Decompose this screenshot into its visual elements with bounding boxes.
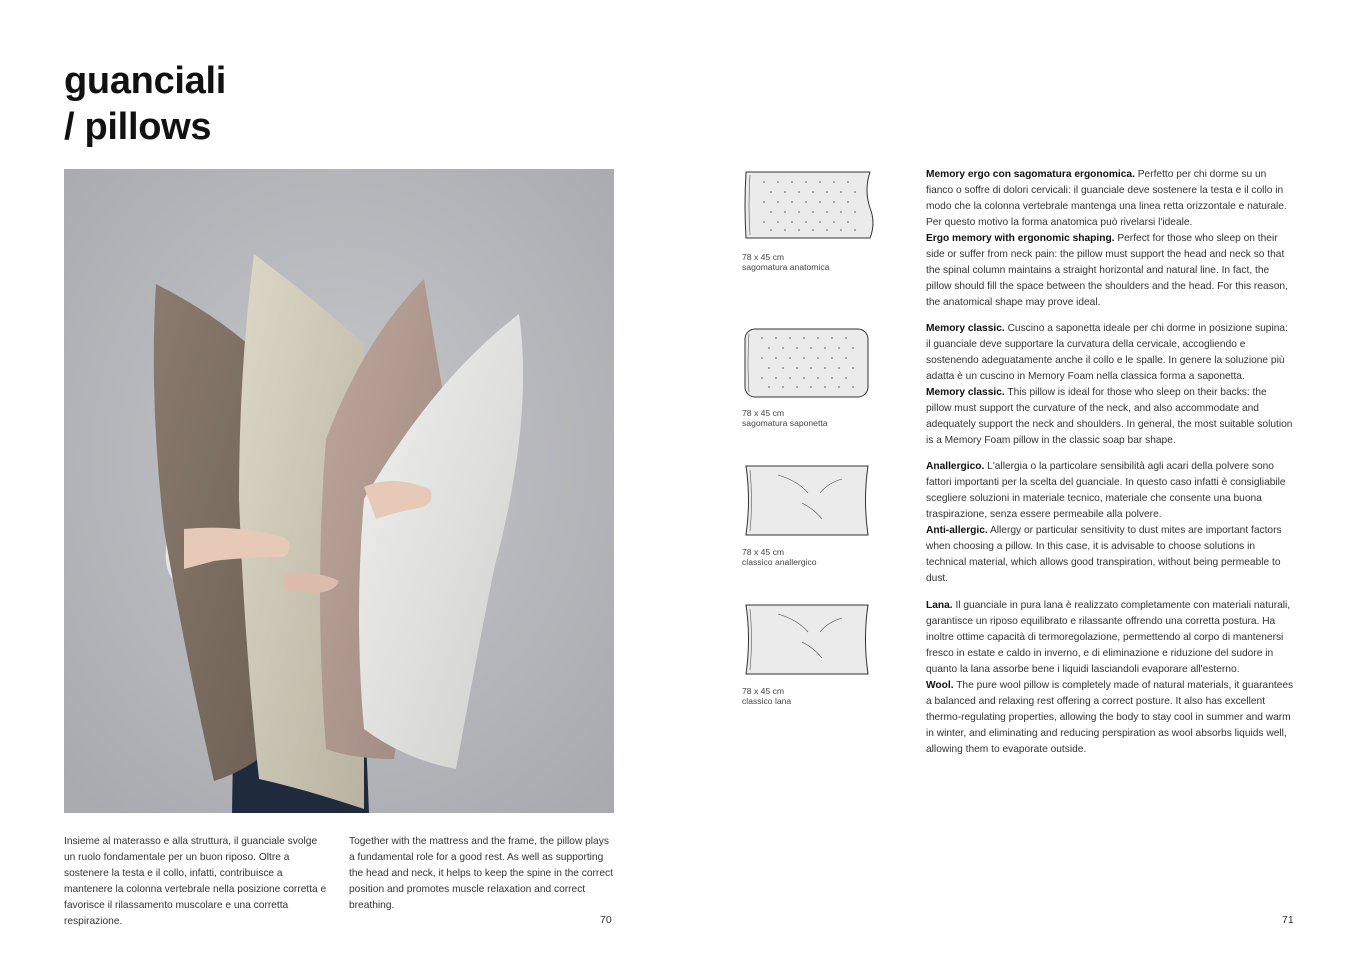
pillow-saponetta-shape: [742, 326, 876, 400]
pillow-lana-type: classico lana: [742, 696, 792, 706]
page-number-right: 71: [1282, 914, 1294, 926]
pillow-diagram-anatomica: [742, 168, 876, 272]
desc-anallergico-it-title: Anallergico.: [926, 461, 985, 472]
desc-memory-classic-it: [926, 321, 1294, 385]
intro-italian: Insieme al materasso e alla struttura, il guanciale svolge un ruolo fondamentale per un buon riposo. Oltre a sostenere la testa e il collo, infatti, contribuisce a mantenere la colonna vertebrale nella posizione corretta e favorisce il rilassamento muscolare e una corretta respirazione.: [64, 836, 327, 927]
pillows-photo: [64, 169, 614, 813]
desc-memory-ergo-en-text: Perfect for those who sleep on their side or suffer from neck pain: the pillow must support the head and neck so that the spinal column maintains a straight horizontal and natural line. In fact, the pillow should fill the space between the shoulders and the head. For this reason, the anatomical shape may prove ideal.: [926, 233, 1288, 308]
pillow-anallergico-caption: [742, 547, 876, 567]
pillow-saponetta-caption: [742, 408, 876, 428]
pillow-diagram-anallergico: [742, 463, 876, 567]
intro-english: Together with the mattress and the frame, the pillow plays a fundamental role for a good rest. As well as supporting the head and neck, it helps to keep the spine in the correct position and promotes muscle relaxation and correct breathing.: [349, 836, 613, 911]
pillow-anallergico-size: 78 x 45 cm: [742, 547, 785, 557]
desc-lana-en-text: The pure wool pillow is completely made of natural materials, it guarantees a balanced and relaxing rest offering a correct posture. It also has excellent thermo-regulating properties, allowing the body to stay cool in summer and warm in winter, and eliminating and reducing perspiration as wool absorbs liquids well, allowing them to evaporate outside.: [926, 680, 1294, 755]
desc-memory-classic-en-title: Memory classic.: [926, 387, 1005, 398]
pillow-diagram-saponetta: [742, 326, 876, 428]
pillow-lana-shape: [742, 602, 876, 678]
pillow-diagram-lana: [742, 602, 876, 706]
desc-anallergico-en-title: Anti-allergic.: [926, 525, 988, 536]
desc-lana-it: [926, 598, 1294, 678]
desc-memory-ergo-it-title: Memory ergo con sagomatura ergonomica.: [926, 169, 1135, 180]
desc-memory-classic-en-text: This pillow is ideal for those who sleep on their backs: the pillow must support the curvature of the neck, and also accommodate and adequately support the neck and shoulders. In general, the most suitable solution is a Memory Foam pillow in the classic soap bar shape.: [926, 387, 1293, 446]
desc-memory-classic-it-title: Memory classic.: [926, 323, 1005, 334]
desc-anallergico-it-text: L'allergia o la particolare sensibilità agli acari della polvere sono fattori importanti per la scelta del guanciale. In questo caso infatti è consigliabile scegliere soluzioni in materiale tecnico, materiale che consente una buona traspirazione, senza essere permeabile alla polvere.: [926, 461, 1286, 520]
pillow-saponetta-size: 78 x 45 cm: [742, 408, 785, 418]
pillow-anatomica-caption: [742, 252, 876, 272]
title-italian: guanciali: [64, 60, 227, 102]
desc-memory-classic-it-text: Cuscino a saponetta ideale per chi dorme in posizione supina: il guanciale deve supportare la curvatura della cervicale, accogliendo e sostenendo adeguatamente anche il collo e le spalle. In genere la soluzione più adatta è un cuscino in Memory Foam nella classica forma a saponetta.: [926, 323, 1288, 382]
desc-memory-ergo-en: [926, 231, 1294, 311]
desc-lana: [926, 598, 1294, 758]
pillow-lana-size: 78 x 45 cm: [742, 686, 785, 696]
pillows-illustration: [64, 169, 614, 813]
desc-memory-classic: [926, 321, 1294, 449]
title-english: / pillows: [64, 106, 212, 148]
desc-memory-ergo-it-text: Perfetto per chi dorme su un fianco o soffre di dolori cervicali: il guanciale deve sostenere la testa e il collo in modo che la colonna vertebrale mantenga una linea retta orizzontale e naturale. Per questo motivo la forma anatomica può rivelarsi l'ideale.: [926, 169, 1287, 228]
desc-anallergico-en: [926, 523, 1294, 587]
pillow-anatomica-type: sagomatura anatomica: [742, 262, 830, 272]
desc-memory-ergo-it: [926, 167, 1294, 231]
desc-anallergico-it: [926, 459, 1294, 523]
pillow-anatomica-size: 78 x 45 cm: [742, 252, 785, 262]
desc-memory-ergo-en-title: Ergo memory with ergonomic shaping.: [926, 233, 1115, 244]
page-title: [64, 58, 226, 150]
page-number-left: 70: [600, 914, 612, 926]
pillow-anallergico-shape: [742, 463, 876, 539]
desc-anallergico-en-text: Allergy or particular sensitivity to dust mites are important factors when choosing a pillow. In this case, it is advisable to choose solutions in technical material, which allows good transpiration, without being permeable to dust.: [926, 525, 1282, 584]
desc-lana-it-title: Lana.: [926, 600, 953, 611]
desc-anallergico: [926, 459, 1294, 587]
desc-lana-it-text: Il guanciale in pura lana è realizzato completamente con materiali naturali, garantisce un riposo equilibrato e rilassante offrendo una corretta postura. Ha inoltre ottime capacità di termoregolazione, permettendo al corpo di mantenersi fresco in estate e caldo in inverno, e di eliminazione e riduzione del sudore in quanto la lana assorbe bene i liquidi lasciandoli evaporare all'esterno.: [926, 600, 1291, 675]
pillow-lana-caption: [742, 686, 876, 706]
desc-lana-en: [926, 678, 1294, 758]
pillow-saponetta-type: sagomatura saponetta: [742, 418, 828, 428]
desc-lana-en-title: Wool.: [926, 680, 954, 691]
pillow-anallergico-type: classico anallergico: [742, 557, 817, 567]
desc-memory-classic-en: [926, 385, 1294, 449]
pillow-anatomica-shape: [742, 168, 876, 244]
desc-memory-ergo: [926, 167, 1294, 311]
